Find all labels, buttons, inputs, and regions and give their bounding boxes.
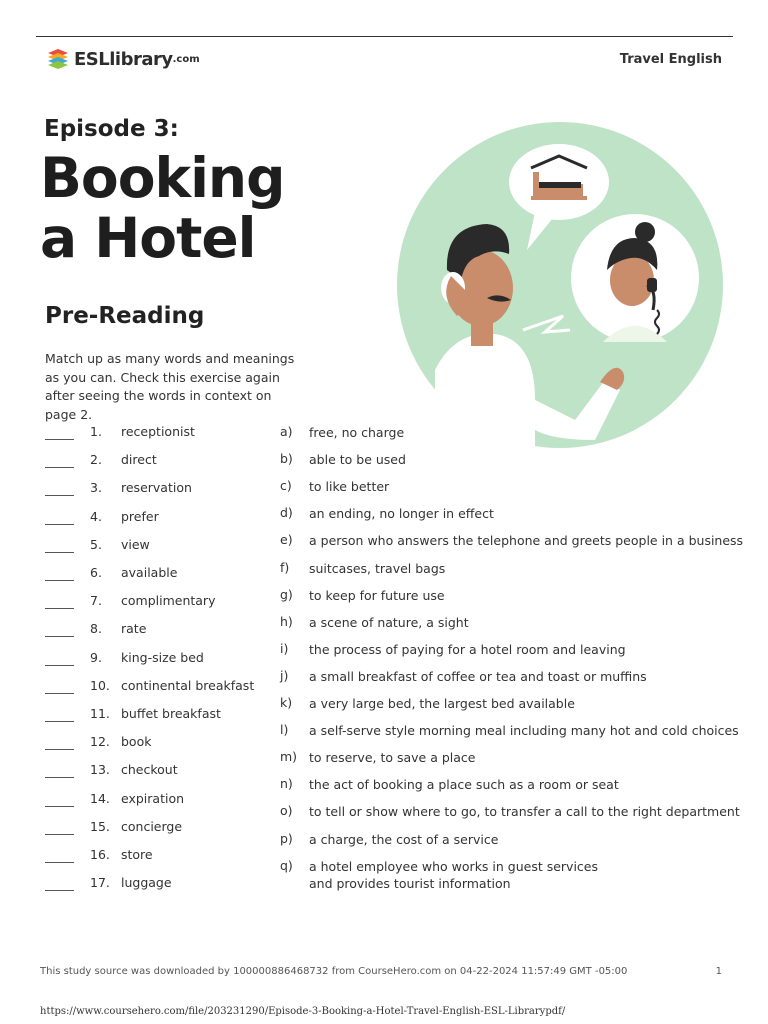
- word-number: 12.: [90, 734, 110, 750]
- word-number: 10.: [90, 677, 110, 693]
- page-title: [40, 148, 284, 268]
- word-number: 16.: [90, 847, 110, 862]
- definition-line: able to be used: [309, 452, 406, 468]
- vocabulary-word: available: [121, 565, 178, 580]
- definition-line-continued: and provides tourist information: [309, 876, 511, 892]
- answer-blank[interactable]: [45, 693, 74, 694]
- definition-line: the act of booking a place such as a room or seat: [309, 777, 619, 793]
- word-number: 15.: [90, 818, 110, 834]
- definition-letter: m): [280, 749, 298, 765]
- definition-text: [309, 505, 494, 525]
- definition-text: [309, 776, 619, 796]
- definition-line: an ending, no longer in effect: [309, 506, 494, 522]
- vocabulary-word: buffet breakfast: [121, 706, 221, 721]
- definition-text: [309, 451, 406, 471]
- word-number: 11.: [90, 706, 110, 721]
- esl-library-logo[interactable]: [46, 46, 200, 72]
- definition-line: a very large bed, the largest bed available: [309, 696, 575, 711]
- definition-text: [309, 831, 498, 851]
- word-number: 2.: [90, 452, 102, 468]
- definition-letter: e): [280, 532, 293, 548]
- vocabulary-word: receptionist: [121, 424, 195, 439]
- vocabulary-word: prefer: [121, 508, 159, 524]
- answer-blank[interactable]: [45, 495, 74, 496]
- vocabulary-word: view: [121, 536, 150, 552]
- series-label: Travel English: [619, 52, 722, 67]
- section-heading: Pre-Reading: [45, 303, 205, 329]
- definition-text: [309, 858, 599, 892]
- definition-letter: k): [280, 695, 293, 710]
- episode-label: Episode 3:: [44, 116, 179, 142]
- definition-letter: f): [280, 559, 290, 575]
- answer-blank[interactable]: [45, 890, 74, 891]
- definition-text: [309, 532, 743, 552]
- answer-blank[interactable]: [45, 834, 74, 835]
- answer-blank[interactable]: [45, 580, 74, 581]
- top-rule: [36, 36, 733, 37]
- vocabulary-word: luggage: [121, 875, 172, 891]
- definition-line: to tell or show where to go, to transfer a call to the right department: [309, 804, 740, 820]
- answer-blank[interactable]: [45, 862, 74, 863]
- logo-book-icon: [46, 47, 70, 71]
- definition-line: a hotel employee who works in guest services: [309, 858, 599, 874]
- answer-blank[interactable]: [45, 467, 74, 468]
- vocabulary-word: complimentary: [121, 593, 216, 609]
- definition-text: [309, 749, 475, 769]
- definition-line: a person who answers the telephone and greets people in a business: [309, 533, 744, 549]
- answer-blank[interactable]: [45, 552, 74, 553]
- vocabulary-word: direct: [121, 452, 157, 468]
- definition-line: a self-serve style morning meal including many hot and cold choices: [309, 723, 739, 739]
- answer-blank[interactable]: [45, 608, 74, 609]
- definition-line: the process of paying for a hotel room and leaving: [309, 641, 626, 657]
- vocabulary-word: concierge: [121, 818, 183, 834]
- word-number: 8.: [90, 621, 102, 637]
- definition-letter: d): [280, 505, 293, 521]
- word-number: 9.: [90, 649, 102, 665]
- definition-line: suitcases, travel bags: [309, 560, 446, 576]
- vocabulary-word: king-size bed: [121, 649, 204, 665]
- vocabulary-word: continental breakfast: [121, 677, 255, 693]
- word-number: 7.: [90, 593, 102, 609]
- definition-line: to like better: [309, 479, 390, 495]
- definition-text: [309, 424, 404, 444]
- instructions-text: Match up as many words and meanings as you can. Check this exercise again after seeing the words in context on page 2.: [45, 351, 295, 422]
- answer-blank[interactable]: [45, 777, 74, 778]
- definition-text: [309, 587, 445, 607]
- definition-letter: l): [280, 722, 289, 738]
- definition-text: [309, 668, 647, 688]
- word-number: 14.: [90, 790, 110, 806]
- definition-text: [309, 614, 469, 634]
- definition-letter: q): [280, 857, 293, 873]
- vocabulary-word: rate: [121, 621, 147, 637]
- word-number: 17.: [90, 875, 110, 891]
- logo-suffix: .com: [172, 53, 200, 65]
- answer-blank[interactable]: [45, 665, 74, 666]
- answer-blank[interactable]: [45, 439, 74, 440]
- definition-text: [309, 641, 626, 661]
- vocabulary-word: book: [121, 734, 152, 750]
- definition-letter: c): [280, 478, 292, 494]
- receptionist-figure: [571, 214, 699, 342]
- vocabulary-word: expiration: [121, 790, 185, 806]
- title-line-2: a Hotel: [40, 206, 256, 270]
- definition-line: free, no charge: [309, 425, 405, 440]
- definition-line: to keep for future use: [309, 587, 445, 603]
- definition-line: a charge, the cost of a service: [309, 831, 499, 847]
- definition-line: a small breakfast of coffee or tea and toast or muffins: [309, 668, 647, 684]
- definition-text: [309, 722, 739, 742]
- definition-line: a scene of nature, a sight: [309, 614, 469, 630]
- answer-blank[interactable]: [45, 721, 74, 722]
- definition-letter: g): [280, 586, 293, 602]
- definition-text: [309, 478, 389, 498]
- footer-url[interactable]: https://www.coursehero.com/file/203231290/Episode-3-Booking-a-Hotel-Travel-English-ESL-Librarypdf/: [40, 1006, 566, 1017]
- definition-letter: j): [280, 667, 289, 683]
- word-number: 13.: [90, 762, 110, 778]
- definition-letter: o): [280, 803, 293, 819]
- title-line-1: Booking: [40, 146, 285, 210]
- definition-letter: a): [280, 424, 293, 439]
- definition-letter: n): [280, 776, 293, 792]
- answer-blank[interactable]: [45, 806, 74, 807]
- word-number: 6.: [90, 565, 102, 580]
- logo-text: ESLlibrary: [74, 48, 173, 70]
- word-number: 3.: [90, 480, 102, 496]
- phone-call-illustration: [395, 120, 725, 460]
- vocabulary-word: checkout: [121, 762, 178, 778]
- definition-letter: b): [280, 451, 293, 467]
- definition-text: [309, 560, 445, 580]
- definition-text: [309, 695, 575, 715]
- definition-text: [309, 803, 740, 823]
- word-number: 1.: [90, 424, 102, 439]
- definition-letter: p): [280, 830, 293, 846]
- word-number: 5.: [90, 536, 102, 552]
- vocabulary-word: store: [121, 847, 153, 862]
- definition-letter: h): [280, 613, 293, 629]
- word-number: 4.: [90, 508, 102, 524]
- answer-blank[interactable]: [45, 749, 74, 750]
- footer-download-notice: This study source was downloaded by 100000886468732 from CourseHero.com on 04-22-2024 11:57:49 GMT -05:00: [40, 966, 628, 977]
- definition-letter: i): [280, 640, 289, 656]
- vocabulary-word: reservation: [121, 480, 192, 496]
- answer-blank[interactable]: [45, 524, 74, 525]
- answer-blank[interactable]: [45, 636, 74, 637]
- page-number: 1: [715, 966, 722, 977]
- definition-line: to reserve, to save a place: [309, 750, 476, 766]
